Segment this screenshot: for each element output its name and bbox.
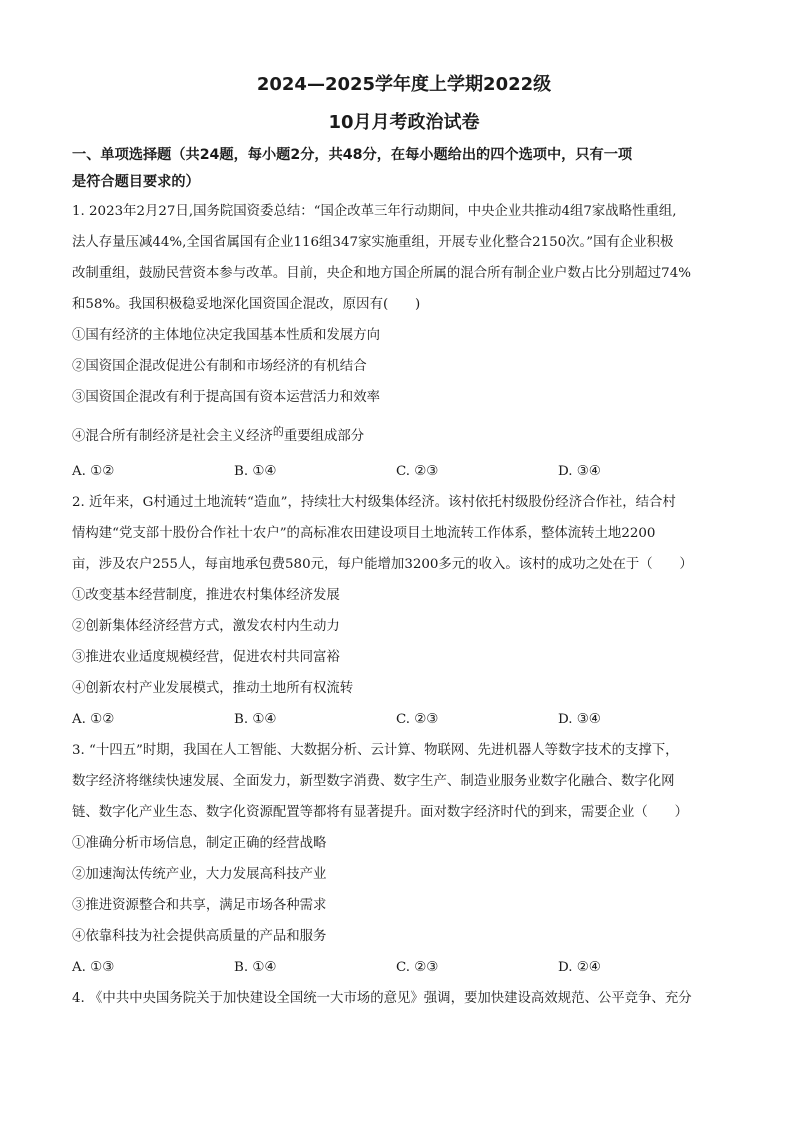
exam-title-line1: 2024—2025学年度上学期2022级 xyxy=(256,74,552,95)
section-heading-line1: 一、单项选择题（共24题，每小题2分，共48分，在每小题给出的四个选项中，只有一项 xyxy=(72,147,633,163)
option-4-text-end: 重要组成部分 xyxy=(283,429,365,444)
stem-line: 3. “十四五”时期，我国在人工智能、大数据分析、云计算、物联网、先进机器人等数字技术的支撑下， xyxy=(72,743,679,758)
answer-choices xyxy=(72,456,736,487)
option-4 xyxy=(72,413,736,456)
stem-line: 情构建“党支部十股份合作社十农户”的高标准农田建设项目土地流转工作体系，整体流转土地2200 xyxy=(72,526,656,541)
section-heading xyxy=(72,142,736,196)
option-4: ④依靠科技为社会提供高质量的产品和服务 xyxy=(72,929,327,944)
option-3: ③推进农业适度规模经营，促进农村共同富裕 xyxy=(72,650,340,665)
option-3: ③推进资源整合和共享，满足市场各种需求 xyxy=(72,898,327,913)
choice-d[interactable]: D. ②④ xyxy=(558,960,601,975)
option-4: ④创新农村产业发展模式，推动土地所有权流转 xyxy=(72,681,354,696)
option-2: ②国资国企混改促进公有制和市场经济的有机结合 xyxy=(72,359,367,374)
choice-a[interactable]: A. ①③ xyxy=(72,960,115,975)
question-stem xyxy=(72,983,736,1014)
answer-choices xyxy=(72,704,736,735)
section-heading-line2: 是符合题目要求的） xyxy=(72,174,200,190)
option-3: ③国资国企混改有利于提高国有资本运营活力和效率 xyxy=(72,390,380,405)
choice-c[interactable]: C. ②③ xyxy=(396,960,439,975)
stem-line: 1. 2023年2月27日,国务院国资委总结：“国企改革三年行动期间，中央企业共推动4组7家战略性重组, xyxy=(72,204,677,219)
choice-a[interactable]: A. ①② xyxy=(72,464,115,479)
question-stem xyxy=(72,735,736,828)
option-4-raised-char: 的 xyxy=(272,425,284,438)
choice-b[interactable]: B. ①④ xyxy=(234,464,277,479)
answer-choices xyxy=(72,952,736,983)
choice-b[interactable]: B. ①④ xyxy=(234,712,277,727)
question-1 xyxy=(72,196,736,487)
stem-line: 改制重组，鼓励民营资本参与改革。目前，央企和地方国企所属的混合所有制企业户数占比分别超过74% xyxy=(72,266,691,281)
option-2: ②加速淘汰传统产业，大力发展高科技产业 xyxy=(72,867,327,882)
stem-line: 4. 《中共中央国务院关于加快建设全国统一大市场的意见》强调，要加快建设高效规范、公平竞争、充分 xyxy=(72,991,692,1006)
stem-line: 数字经济将继续快速发展、全面发力，新型数字消费、数字生产、制造业服务业数字化融合、数字化网 xyxy=(72,774,675,789)
choice-c[interactable]: C. ②③ xyxy=(396,464,439,479)
question-4 xyxy=(72,983,736,1014)
question-stem xyxy=(72,487,736,580)
choice-d[interactable]: D. ③④ xyxy=(558,464,601,479)
question-2 xyxy=(72,487,736,735)
choice-d[interactable]: D. ③④ xyxy=(558,712,601,727)
exam-title-line2: 10月月考政治试卷 xyxy=(328,112,480,133)
stem-line: 和58%。我国积极稳妥地深化国资国企混改，原因有( ) xyxy=(72,297,421,312)
option-1: ①国有经济的主体地位决定我国基本性质和发展方向 xyxy=(72,328,380,343)
option-1: ①准确分析市场信息，制定正确的经营战略 xyxy=(72,836,327,851)
choice-c[interactable]: C. ②③ xyxy=(396,712,439,727)
question-3 xyxy=(72,735,736,983)
option-2: ②创新集体经济经营方式，激发农村内生动力 xyxy=(72,619,340,634)
choice-a[interactable]: A. ①② xyxy=(72,712,115,727)
stem-line: 链、数字化产业生态、数字化资源配置等都将有显著提升。面对数字经济时代的到来，需要企业（ ） xyxy=(72,805,688,820)
stem-line: 法人存量压减44%,全国省属国有企业116组347家实施重组，开展专业化整合2150次。”国有企业积极 xyxy=(72,235,674,250)
stem-line: 2. 近年来，G村通过土地流转“造血”，持续壮大村级集体经济。该村依托村级股份经济合作社，结合村 xyxy=(72,495,676,510)
stem-line: 亩，涉及农户255人，每亩地承包费580元，每户能增加3200多元的收入。该村的成功之处在于（ ） xyxy=(72,557,693,572)
option-1: ①改变基本经营制度，推进农村集体经济发展 xyxy=(72,588,340,603)
choice-b[interactable]: B. ①④ xyxy=(234,960,277,975)
question-stem xyxy=(72,196,736,320)
option-4-text: ④混合所有制经济是社会主义经济 xyxy=(72,429,273,444)
